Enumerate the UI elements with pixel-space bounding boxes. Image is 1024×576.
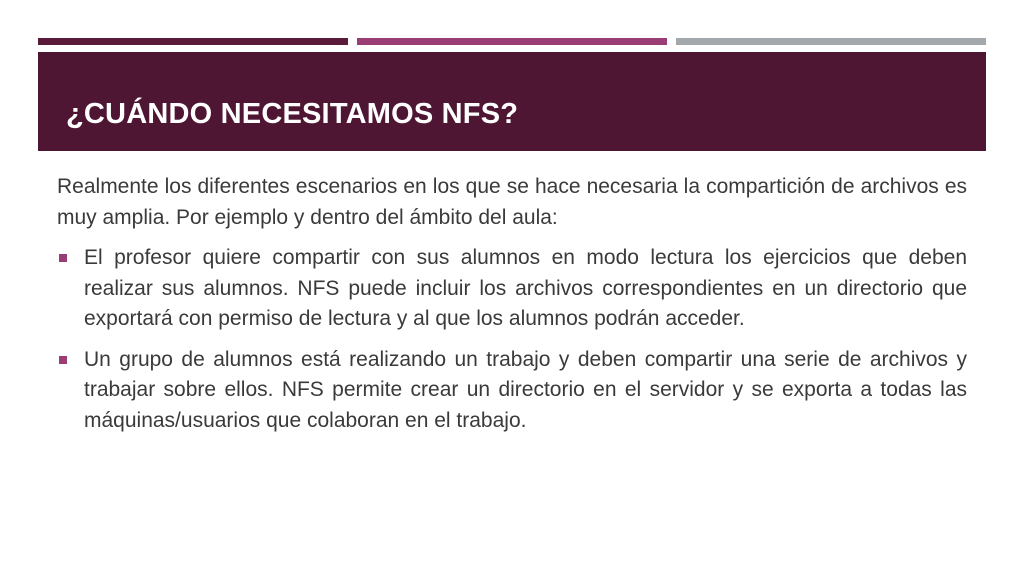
square-bullet-icon	[59, 254, 67, 262]
square-bullet-icon	[59, 356, 67, 364]
accent-bar-dark	[38, 38, 348, 45]
accent-bar-magenta	[357, 38, 667, 45]
bullet-text: El profesor quiere compartir con sus alumnos en modo lectura los ejercicios que deben realizar sus alumnos. NFS puede incluir los archivos correspondientes en un directorio que exportará con permiso de lectura y al que los alumnos podrán acceder.	[84, 246, 967, 330]
accent-bar-gray	[676, 38, 986, 45]
intro-paragraph: Realmente los diferentes escenarios en los que se hace necesaria la compartición de archivos es muy amplia. Por ejemplo y dentro del ámbito del aula:	[57, 175, 967, 229]
bullet-item	[57, 243, 967, 335]
bullet-item	[57, 345, 967, 437]
slide-content	[57, 172, 967, 446]
slide-title: ¿CUÁNDO NECESITAMOS NFS?	[66, 98, 519, 130]
bullet-list	[57, 243, 967, 436]
bullet-text: Un grupo de alumnos está realizando un trabajo y deben compartir una serie de archivos y trabajar sobre ellos. NFS permite crear un directorio en el servidor y se exporta a todas las máquinas/usuarios que colaboran en el trabajo.	[84, 347, 967, 432]
title-band	[38, 52, 986, 151]
